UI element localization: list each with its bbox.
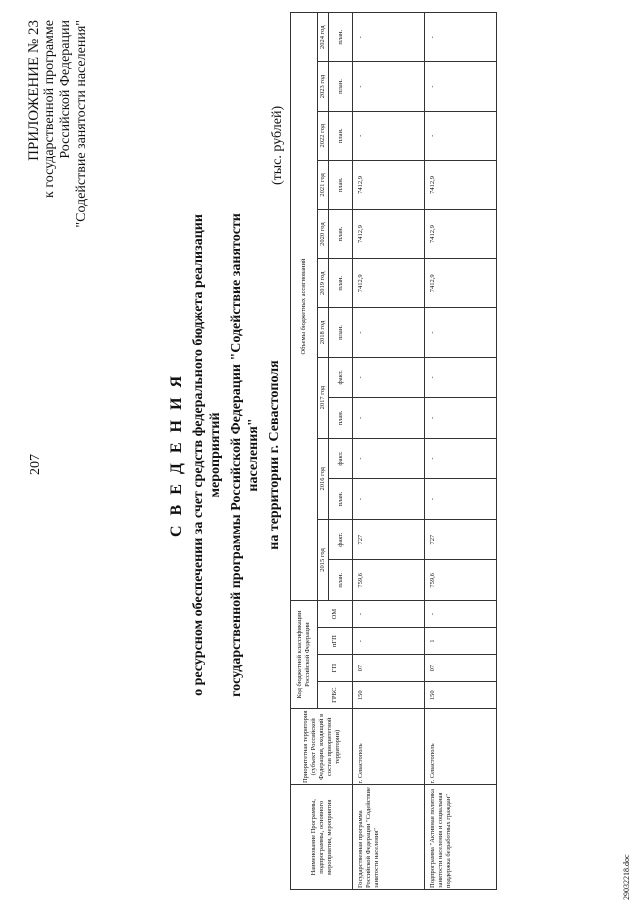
cell-2018: -: [353, 308, 425, 357]
row-territory: г. Севастополь: [353, 709, 425, 785]
cell-gp: 07: [425, 655, 497, 682]
header-om: ОМ: [318, 601, 353, 628]
cell-gp: 07: [353, 655, 425, 682]
cell-grbs: 150: [425, 682, 497, 709]
heading-title: С В Е Д Е Н И Я: [168, 372, 185, 538]
cell-2015-fact: 727: [353, 519, 425, 560]
header-year-2017: 2017 год: [318, 357, 329, 438]
heading-line-3: на территории г. Севастополя: [267, 360, 282, 550]
cell-2018: -: [425, 308, 497, 357]
header-year-2019: 2019 год: [318, 259, 329, 308]
row-territory: г. Севастополь: [425, 709, 497, 785]
header-year-2015: 2015 год: [318, 519, 329, 600]
cell-om: -: [353, 601, 425, 628]
cell-om: -: [425, 601, 497, 628]
cell-pgp: -: [353, 628, 425, 655]
header-year-2024: 2024 год: [318, 13, 329, 62]
sub-plan: план.: [329, 111, 353, 160]
cell-pgp: 1: [425, 628, 497, 655]
sub-plan: план.: [329, 210, 353, 259]
sub-plan: план.: [329, 308, 353, 357]
header-year-2022: 2022 год: [318, 111, 329, 160]
cell-2022: -: [425, 111, 497, 160]
cell-2015-fact: 727: [425, 519, 497, 560]
header-volumes: Объемы бюджетных ассигнований: [291, 13, 318, 601]
sub-plan: план.: [329, 560, 353, 601]
sub-plan: план.: [329, 479, 353, 520]
header-gp: ГП: [318, 655, 353, 682]
cell-2016-plan: -: [353, 479, 425, 520]
cell-2021: 7412,9: [425, 160, 497, 209]
cell-2023: -: [353, 62, 425, 111]
sub-plan: план.: [329, 259, 353, 308]
cell-2022: -: [353, 111, 425, 160]
header-pgp: пГП: [318, 628, 353, 655]
cell-2016-fact: -: [353, 438, 425, 479]
page-number: 207: [28, 454, 43, 475]
sub-fact: факт.: [329, 357, 353, 398]
cell-2020: 7412,9: [425, 210, 497, 259]
header-year-2023: 2023 год: [318, 62, 329, 111]
row-name: Подпрограмма "Активная политика занятости населения и социальная поддержка безработных граждан": [425, 785, 497, 890]
header-territory: Приоритетная территория (субъект Российской Федерации, входящий в состав приоритетной территории): [291, 709, 353, 785]
cell-grbs: 150: [353, 682, 425, 709]
appendix-title: ПРИЛОЖЕНИЕ № 23: [26, 20, 42, 161]
cell-2016-fact: -: [425, 438, 497, 479]
cell-2017-plan: -: [353, 398, 425, 439]
sub-plan: план.: [329, 398, 353, 439]
units-label: (тыс. рублей): [270, 105, 285, 185]
cell-2023: -: [425, 62, 497, 111]
resource-table: [290, 12, 497, 890]
cell-2017-fact: -: [353, 357, 425, 398]
appendix-line-3: "Содействие занятости населения": [74, 20, 89, 228]
header-year-2018: 2018 год: [318, 308, 329, 357]
cell-2019: 7412,9: [425, 259, 497, 308]
row-name: Государственная программа Российской Федерации "Содействие занятости населения": [353, 785, 425, 890]
heading-line-2: государственной программы Российской Федерации "Содействие занятости населения": [229, 213, 261, 697]
document-id: 29032218.doc: [622, 854, 631, 900]
header-year-2016: 2016 год: [318, 438, 329, 519]
cell-2020: 7412,9: [353, 210, 425, 259]
appendix-line-2: Российской Федерации: [58, 20, 73, 159]
appendix-line-1: к государственной программе: [42, 20, 57, 198]
sub-plan: план.: [329, 160, 353, 209]
cell-2019: 7412,9: [353, 259, 425, 308]
sub-plan: план.: [329, 62, 353, 111]
heading-line-1: о ресурсном обеспечении за счет средств федерального бюджета реализации мероприятий: [191, 214, 223, 696]
appendix-block: [26, 20, 90, 360]
header-year-2020: 2020 год: [318, 210, 329, 259]
cell-2015-plan: 759,6: [353, 560, 425, 601]
cell-2015-plan: 759,6: [425, 560, 497, 601]
cell-2016-plan: -: [425, 479, 497, 520]
table-row: [353, 13, 425, 890]
header-grbs: ГРБС: [318, 682, 353, 709]
sub-fact: факт.: [329, 519, 353, 560]
cell-2024: -: [353, 13, 425, 62]
sub-fact: факт.: [329, 438, 353, 479]
header-code: Код бюджетной классификации Российской Федерации: [291, 601, 318, 709]
cell-2021: 7412,9: [353, 160, 425, 209]
cell-2017-plan: -: [425, 398, 497, 439]
header-year-2021: 2021 год: [318, 160, 329, 209]
sub-plan: план.: [329, 13, 353, 62]
cell-2017-fact: -: [425, 357, 497, 398]
cell-2024: -: [425, 13, 497, 62]
header-name: Наименование Программы, подпрограммы, основного мероприятия, мероприятия: [291, 785, 353, 890]
table-row: [425, 13, 497, 890]
document-heading: [168, 175, 283, 735]
